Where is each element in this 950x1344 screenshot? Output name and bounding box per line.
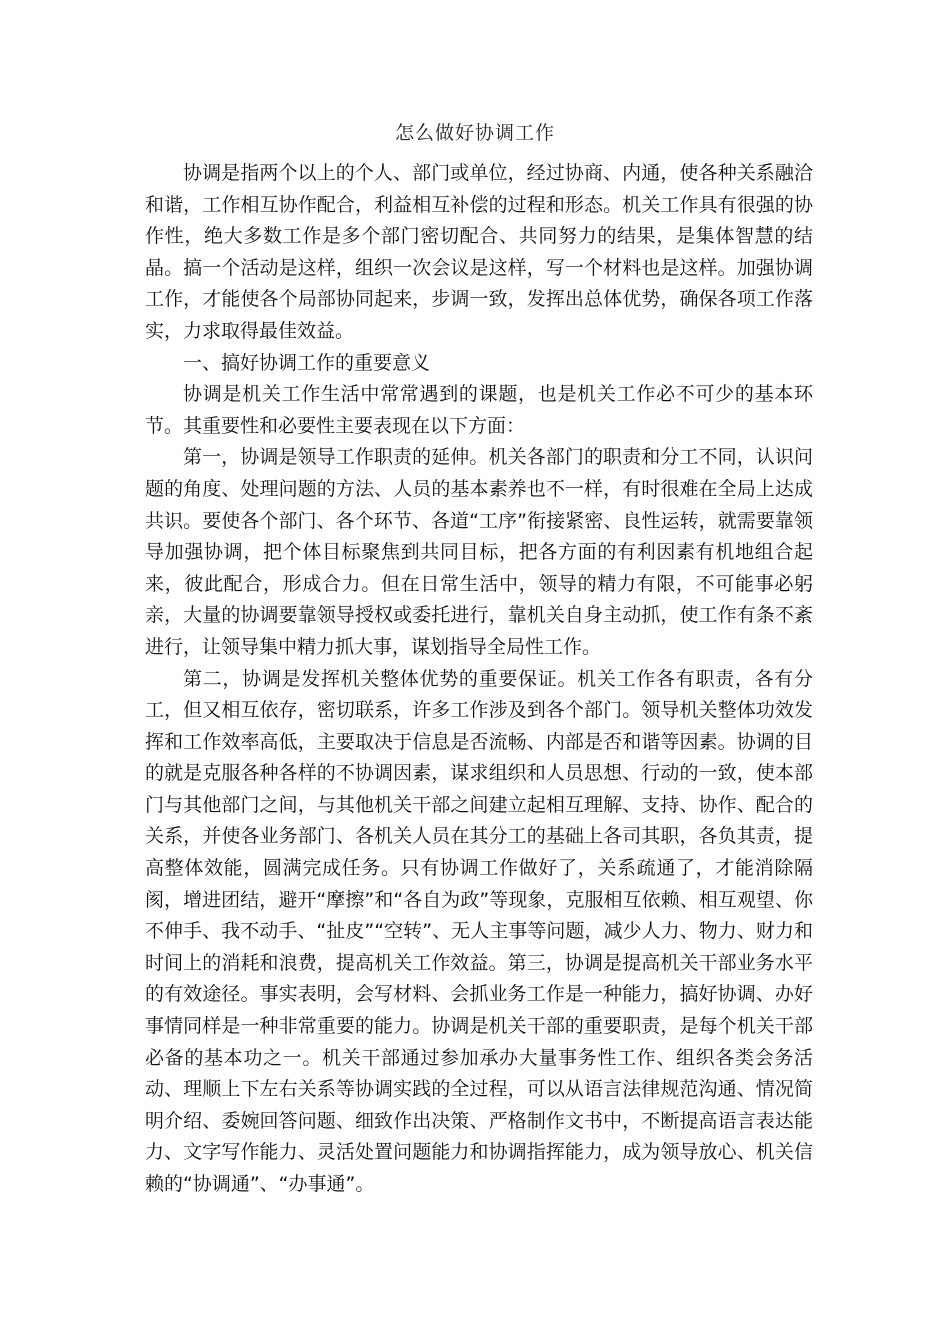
paragraph-intro: 协调是指两个以上的个人、部门或单位，经过协商、内通，使各种关系融洽和谐，工作相互协作配合，利益相互补偿的过程和形态。机关工作具有很强的协作性，绝大多数工作是多个部门密切配合、共同努力的结果，是集体智慧的结晶。搞一个活动是这样，组织一次会议是这样，写一个材料也是这样。加强协调工作，才能使各个局部协同起来，步调一致，发挥出总体优势，确保各项工作落实，力求取得最佳效益。 [145, 162, 813, 342]
document-title: 怎么做好协调工作 [394, 122, 555, 144]
document-body [145, 158, 813, 1201]
section-heading: 一、搞好协调工作的重要意义 [183, 351, 431, 374]
paragraph-second-point: 第二，协调是发挥机关整体优势的重要保证。机关工作各有职责，各有分工，但又相互依存，密切联系，许多工作涉及到各个部门。领导机关整体功效发挥和工作效率高低，主要取决于信息是否流畅、内部是否和谐等因素。协调的目的就是克服各种各样的不协调因素，谋求组织和人员思想、行动的一致，使本部门与其他部门之间，与其他机关干部之间建立起相互理解、支持、协作、配合的关系，并使各业务部门、各机关人员在其分工的基础上各司其职，各负其责，提高整体效能，圆满完成任务。只有协调工作做好了，关系疏通了，才能消除隔阂，增进团结，避开“摩擦”和“各自为政”等现象，克服相互依赖、相互观望、你不伸手、我不动手、“扯皮”“空转”、无人主事等问题，减少人力、物力、财力和时间上的消耗和浪费，提高机关工作效益。第三，协调是提高机关干部业务水平的有效途径。事实表明，会写材料、会抓业务工作是一种能力，搞好协调、办好事情同样是一种非常重要的能力。协调是机关干部的重要职责，是每个机关干部必备的基本功之一。机关干部通过参加承办大量事务性工作、组织各类会务活动、理顺上下左右关系等协调实践的全过程，可以从语言法律规范沟通、情况简明介绍、委婉回答问题、细致作出决策、严格制作文书中，不断提高语言表达能力、文字写作能力、灵活处置问题能力和协调指挥能力，成为领导放心、机关信赖的“协调通”、“办事通”。 [145, 667, 813, 1195]
paragraph-overview: 协调是机关工作生活中常常遇到的课题，也是机关工作必不可少的基本环节。其重要性和必要性主要表现在以下方面： [145, 383, 813, 437]
paragraph-first-point: 第一，协调是领导工作职责的延伸。机关各部门的职责和分工不同，认识问题的角度、处理问题的方法、人员的基本素养也不一样，有时很难在全局上达成共识。要使各个部门、各个环节、各道“工序”衔接紧密、良性运转，就需要靠领导加强协调，把个体目标聚焦到共同目标，把各方面的有利因素有机地组合起来，彼此配合，形成合力。但在日常生活中，领导的精力有限，不可能事必躬亲，大量的协调要靠领导授权或委托进行，靠机关自身主动抓，使工作有条不紊进行，让领导集中精力抓大事，谋划指导全局性工作。 [145, 446, 813, 658]
